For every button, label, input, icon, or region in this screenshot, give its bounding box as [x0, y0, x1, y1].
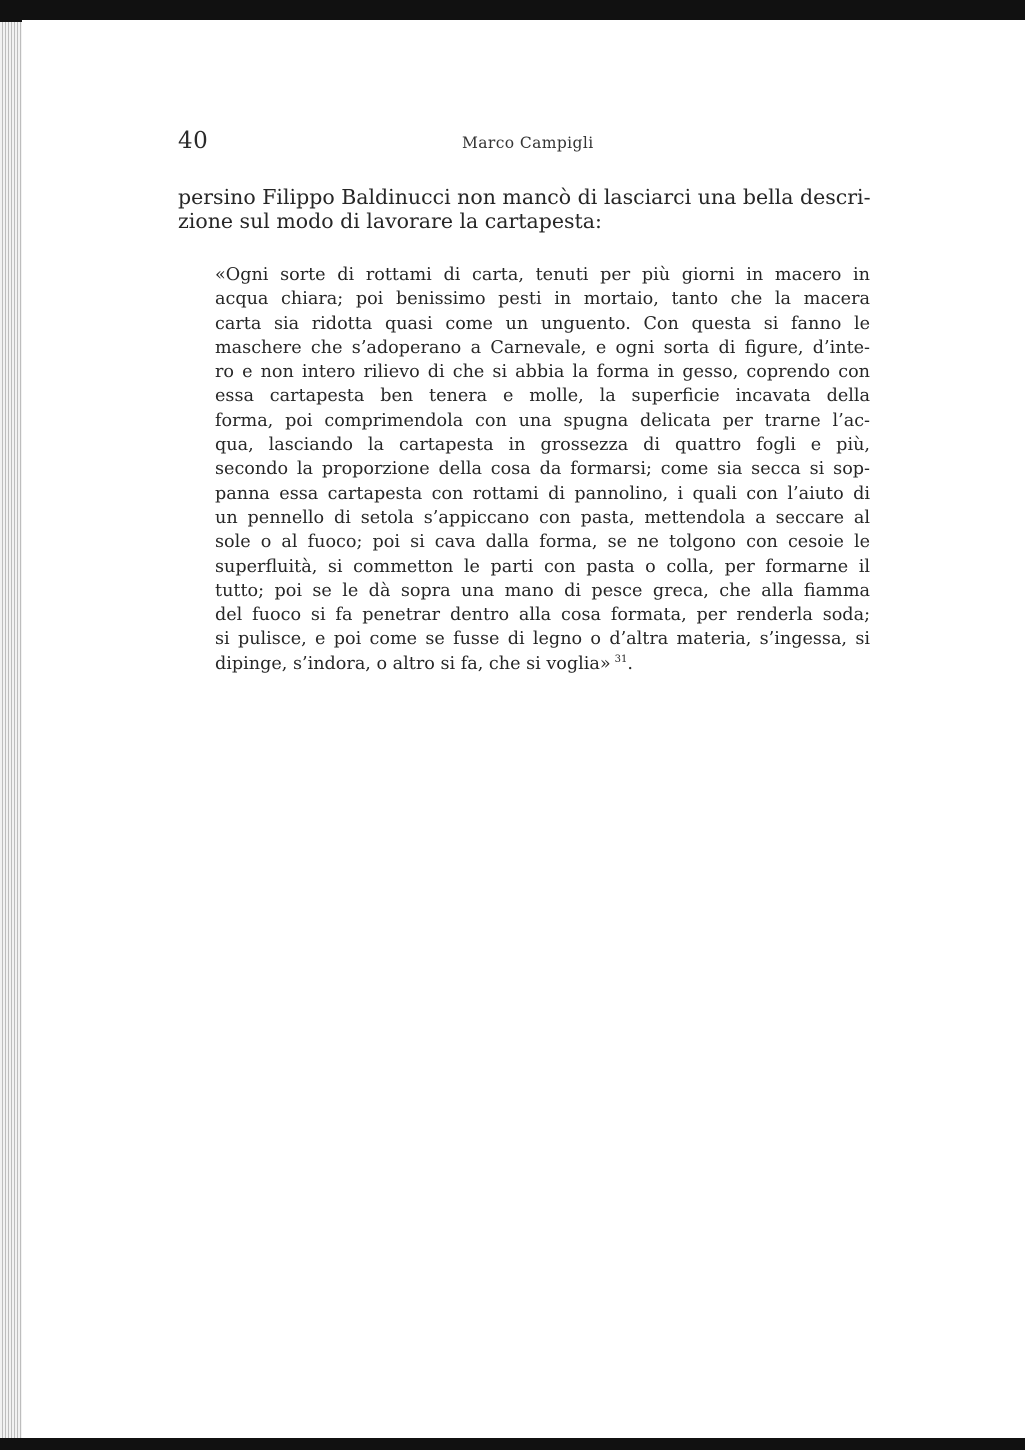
page	[22, 20, 1025, 1438]
body-paragraph	[178, 185, 878, 233]
page-edges	[0, 22, 24, 1440]
quote-line: del fuoco si fa penetrar dentro alla cosa formata, per renderla soda;	[215, 605, 870, 626]
body-line: persino Filippo Baldinucci non mancò di lasciarci una bella descri-	[178, 185, 871, 209]
quote-line: si pulisce, e poi come se fusse di legno o d’altra materia, s’ingessa, si	[215, 629, 870, 650]
quote-line: maschere che s’adoperano a Carnevale, e ogni sorta di figure, d’inte-	[215, 337, 870, 358]
quote-line: qua, lasciando la cartapesta in grossezza di quattro fogli e più,	[215, 435, 870, 456]
quote-line: panna essa cartapesta con rottami di pannolino, i quali con l’aiuto di	[215, 483, 870, 504]
quote-line: acqua chiara; poi benissimo pesti in mortaio, tanto che la macera	[215, 289, 870, 310]
quote-line: forma, poi comprimendola con una spugna delicata per trarne l’ac-	[215, 410, 870, 431]
bottom-scan-edge	[0, 1438, 1025, 1450]
quote-line: essa cartapesta ben tenera e molle, la superficie incavata della	[215, 386, 870, 407]
quote-line: carta sia ridotta quasi come un unguento. Con questa si fanno le	[215, 313, 870, 334]
quote-line: «Ogni sorte di rottami di carta, tenuti per più giorni in macero in	[215, 265, 870, 285]
body-line: zione sul modo di lavorare la cartapesta:	[178, 209, 602, 233]
quote-last-line	[215, 652, 870, 676]
quote-line: un pennello di setola s’appiccano con pasta, mettendola a seccare al	[215, 507, 870, 528]
running-head-author: Marco Campigli	[462, 134, 594, 152]
block-quote	[215, 263, 870, 676]
quote-line: superfluità, si commetton le parti con pasta o colla, per formarne il	[215, 556, 870, 577]
page-number: 40	[178, 128, 209, 154]
quote-line: tutto; poi se le dà sopra una mano di pesce greca, che alla fiamma	[215, 580, 870, 601]
running-head	[22, 108, 1025, 154]
quote-line: secondo la proporzione della cosa da formarsi; come sia secca si sop-	[215, 459, 870, 480]
quote-last-line-text: dipinge, s’indora, o altro si fa, che si voglia»	[215, 653, 611, 674]
quote-line: sole o al fuoco; poi si cava dalla forma, se ne tolgono con cesoie le	[215, 532, 870, 553]
footnote-marker[interactable]: 31	[614, 653, 628, 665]
quote-line: ro e non intero rilievo di che si abbia la forma in gesso, coprendo con	[215, 362, 870, 383]
terminal-punctuation: .	[627, 653, 633, 674]
